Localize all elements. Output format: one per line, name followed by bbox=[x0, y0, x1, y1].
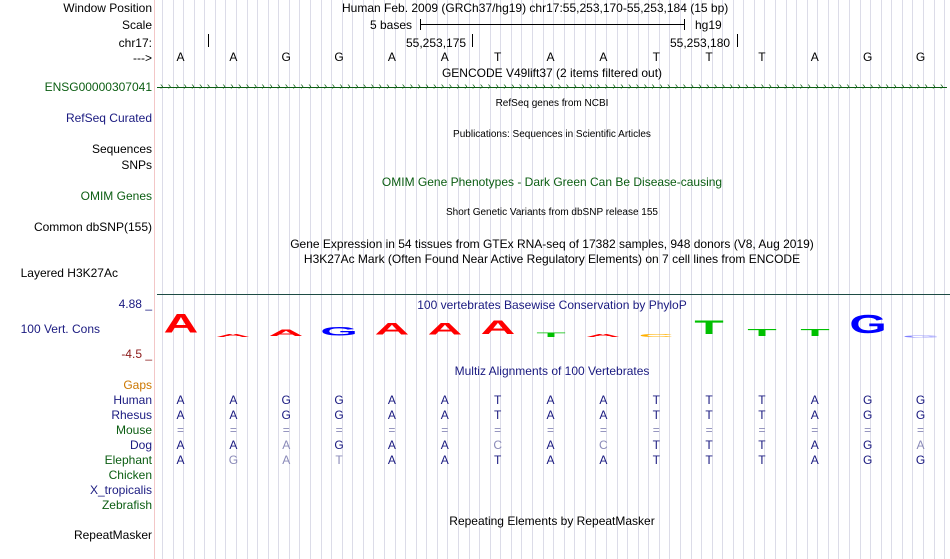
conservation-logo-letter: G bbox=[320, 325, 358, 339]
strand-arrow-icon: › bbox=[565, 81, 569, 92]
strand-arrow-icon: › bbox=[409, 81, 413, 92]
species-label[interactable]: Human bbox=[113, 393, 152, 407]
alignment-base: = bbox=[229, 423, 237, 437]
alignment-base: G bbox=[281, 408, 291, 422]
alignment-base: A bbox=[387, 438, 396, 452]
strand-arrow-icon: › bbox=[370, 81, 374, 92]
grid-line bbox=[617, 0, 618, 559]
alignment-base: T bbox=[493, 408, 502, 422]
species-label[interactable]: Elephant bbox=[104, 453, 152, 467]
strand-arrow-icon: › bbox=[456, 81, 460, 92]
strand-arrow-icon: › bbox=[378, 81, 382, 92]
alignment-base: A bbox=[916, 438, 925, 452]
strand-arrow-icon: › bbox=[799, 81, 803, 92]
alignment-base: = bbox=[758, 423, 766, 437]
alignment-base: C bbox=[599, 438, 608, 452]
window-position-label: Window Position bbox=[63, 1, 152, 15]
strand-arrow-icon: › bbox=[862, 81, 866, 92]
grid-line bbox=[828, 0, 829, 559]
grid-line bbox=[173, 0, 174, 559]
strand-arrow-icon: › bbox=[784, 81, 788, 92]
grid-line bbox=[733, 0, 734, 559]
conservation-logo-letter: T bbox=[800, 326, 830, 339]
strand-arrow-icon: › bbox=[550, 81, 554, 92]
publications-track-label[interactable]: Sequences bbox=[91, 142, 152, 156]
conservation-min-label: -4.5 _ bbox=[121, 347, 152, 361]
alignment-base: G bbox=[863, 393, 873, 407]
conservation-logo-letter: A bbox=[427, 320, 463, 339]
strand-arrow-icon: › bbox=[924, 81, 928, 92]
repeatmasker-track-label[interactable]: RepeatMasker bbox=[73, 528, 152, 542]
alignment-base: T bbox=[758, 393, 766, 407]
strand-arrow-icon: › bbox=[581, 81, 585, 92]
strand-arrow-icon: › bbox=[651, 81, 655, 92]
sequence-base: A bbox=[440, 50, 449, 64]
alignment-base: G bbox=[281, 393, 291, 407]
alignment-base: = bbox=[441, 423, 449, 437]
alignment-base: A bbox=[810, 438, 819, 452]
strand-arrow-icon: › bbox=[830, 81, 835, 92]
strand-arrow-icon: › bbox=[620, 81, 624, 92]
sequence-base: G bbox=[915, 50, 926, 64]
grid-line bbox=[912, 0, 913, 559]
strand-arrow-icon: › bbox=[729, 81, 733, 92]
strand-arrow-icon: › bbox=[542, 81, 546, 92]
strand-arrow-icon: › bbox=[323, 81, 328, 92]
strand-arrow-icon: › bbox=[838, 81, 842, 92]
ruler-position-2: 55,253,180 bbox=[670, 36, 731, 50]
species-label[interactable]: Rhesus bbox=[111, 408, 152, 422]
strand-arrow-icon: › bbox=[433, 81, 437, 92]
conservation-logo-letter: G bbox=[848, 311, 887, 340]
strand-arrow-icon: › bbox=[214, 81, 218, 92]
strand-arrow-icon: › bbox=[347, 81, 351, 92]
alignment-base: A bbox=[440, 453, 449, 467]
strand-arrow-icon: › bbox=[557, 81, 562, 92]
grid-line bbox=[321, 0, 322, 559]
alignment-base: T bbox=[652, 438, 660, 452]
conservation-logo-letter: A bbox=[163, 309, 198, 340]
grid-line bbox=[764, 0, 765, 559]
conservation-logo-letter: T bbox=[694, 317, 724, 339]
strand-arrow-icon: › bbox=[752, 81, 757, 92]
alignment-base: G bbox=[863, 438, 873, 452]
alignment-base: G bbox=[228, 453, 239, 467]
alignment-base: T bbox=[705, 453, 713, 467]
sequence-base: T bbox=[493, 50, 502, 64]
conservation-logo-letter: T bbox=[535, 331, 566, 339]
species-label[interactable]: Chicken bbox=[108, 468, 152, 482]
dbsnp-track-title[interactable]: Short Genetic Variants from dbSNP release 155 bbox=[446, 207, 658, 218]
strand-arrow-icon: › bbox=[932, 81, 936, 92]
strand-arrow-icon: › bbox=[573, 81, 577, 92]
alignment-base: G bbox=[915, 393, 926, 407]
grid-line bbox=[352, 0, 353, 559]
alignment-base: T bbox=[705, 438, 713, 452]
species-label[interactable]: Dog bbox=[129, 438, 152, 452]
strand-arrow-icon: › bbox=[269, 81, 273, 92]
alignment-base: G bbox=[334, 408, 344, 422]
grid-line bbox=[712, 0, 713, 559]
grid-line bbox=[585, 0, 586, 559]
gencode-track-title[interactable]: GENCODE V49lift37 (2 items filtered out) bbox=[441, 66, 663, 80]
grid-line bbox=[532, 0, 533, 559]
conservation-max-label: 4.88 _ bbox=[118, 297, 152, 311]
alignment-base: G bbox=[915, 453, 926, 467]
grid-line bbox=[680, 0, 681, 559]
alignment-base: = bbox=[864, 423, 872, 437]
h3k27ac-signal-baseline bbox=[157, 294, 950, 295]
strand-arrow-icon: › bbox=[394, 81, 398, 92]
strand-arrow-icon: › bbox=[659, 81, 663, 92]
conservation-logo-letter: A bbox=[268, 328, 304, 339]
strand-arrow-icon: › bbox=[495, 81, 499, 92]
alignment-base: A bbox=[546, 393, 555, 407]
scale-label: Scale bbox=[121, 18, 152, 32]
strand-arrow-icon: › bbox=[175, 81, 179, 92]
grid-line bbox=[384, 0, 385, 559]
sequence-base: T bbox=[705, 50, 713, 64]
ruler-tick bbox=[208, 34, 209, 47]
strand-arrow-icon: › bbox=[230, 81, 234, 92]
alignment-base: T bbox=[335, 453, 343, 467]
alignment-base: T bbox=[705, 393, 713, 407]
alignment-base: = bbox=[494, 423, 502, 437]
alignment-base: G bbox=[863, 453, 873, 467]
strand-arrow-icon: › bbox=[472, 81, 476, 92]
alignment-base: A bbox=[599, 393, 608, 407]
strand-arrow-icon: › bbox=[238, 81, 242, 92]
strand-arrow-icon: › bbox=[464, 81, 468, 92]
strand-arrow-icon: › bbox=[487, 81, 491, 92]
alignment-base: A bbox=[387, 408, 396, 422]
conservation-logo-letter: G bbox=[901, 334, 940, 339]
strand-arrow-icon: › bbox=[277, 81, 281, 92]
conservation-logo-letter: T bbox=[747, 326, 777, 339]
alignment-base: A bbox=[229, 393, 238, 407]
conservation-track-label[interactable]: 100 Vert. Cons bbox=[20, 322, 100, 336]
strand-arrow-icon: › bbox=[191, 81, 195, 92]
strand-arrow-icon: › bbox=[261, 81, 265, 92]
strand-arrow-icon: › bbox=[760, 81, 764, 92]
sequence-base: A bbox=[546, 50, 555, 64]
ruler-tick bbox=[737, 34, 738, 47]
strand-arrow-icon: › bbox=[667, 81, 671, 92]
strand-arrow-icon: › bbox=[479, 81, 484, 92]
strand-arrow-icon: › bbox=[901, 81, 905, 92]
strand-arrow-icon: › bbox=[674, 81, 679, 92]
strand-arrow-icon: › bbox=[331, 81, 335, 92]
strand-arrow-icon: › bbox=[167, 81, 172, 92]
conservation-logo-letter: C bbox=[638, 333, 674, 339]
strand-arrow-icon: › bbox=[292, 81, 296, 92]
grid-line bbox=[944, 0, 945, 559]
strand-arrow-icon: › bbox=[401, 81, 406, 92]
alignment-base: = bbox=[176, 423, 184, 437]
alignment-base: A bbox=[282, 453, 291, 467]
strand-arrow-icon: › bbox=[300, 81, 304, 92]
grid-line bbox=[796, 0, 797, 559]
strand-arrow-icon: › bbox=[425, 81, 429, 92]
conservation-logo-letter: A bbox=[480, 317, 515, 339]
alignment-base: G bbox=[863, 408, 873, 422]
sequence-base: A bbox=[229, 50, 238, 64]
omim-track-title[interactable]: OMIM Gene Phenotypes - Dark Green Can Be Disease-causing bbox=[381, 175, 723, 189]
label-divider bbox=[154, 0, 155, 559]
strand-arrow-icon: › bbox=[199, 81, 203, 92]
dbsnp-track-label[interactable]: Common dbSNP(155) bbox=[33, 220, 152, 234]
alignment-base: A bbox=[176, 393, 185, 407]
strand-arrow-icon: › bbox=[940, 81, 944, 92]
position-title[interactable]: Human Feb. 2009 (GRCh37/hg19) chr17:55,253,170-55,253,184 (15 bp) bbox=[342, 1, 729, 15]
alignment-base: T bbox=[493, 393, 502, 407]
alignment-base: A bbox=[546, 408, 555, 422]
strand-arrow-icon: › bbox=[698, 81, 702, 92]
strand-arrow-icon: › bbox=[737, 81, 741, 92]
alignment-base: A bbox=[282, 438, 291, 452]
strand-arrow-icon: › bbox=[635, 81, 640, 92]
alignment-base: A bbox=[810, 408, 819, 422]
strand-arrow-icon: › bbox=[362, 81, 367, 92]
strand-arrow-icon: › bbox=[869, 81, 874, 92]
grid-line bbox=[405, 0, 406, 559]
publications-track-title[interactable]: Publications: Sequences in Scientific Articles bbox=[453, 129, 651, 140]
alignment-base: G bbox=[334, 393, 344, 407]
strand-arrow-icon: › bbox=[643, 81, 647, 92]
alignment-base: T bbox=[652, 453, 660, 467]
grid-line bbox=[500, 0, 501, 559]
alignment-base: T bbox=[705, 408, 713, 422]
grid-line bbox=[289, 0, 290, 559]
alignment-base: A bbox=[440, 393, 449, 407]
sequence-base: A bbox=[810, 50, 819, 64]
conservation-logo-letter: A bbox=[374, 320, 410, 339]
strand-arrow-icon: › bbox=[604, 81, 608, 92]
alignment-base: A bbox=[387, 453, 396, 467]
species-label[interactable]: Mouse bbox=[115, 423, 152, 437]
alignment-base: A bbox=[176, 438, 185, 452]
strand-arrow-icon: › bbox=[713, 81, 718, 92]
strand-arrow-icon: › bbox=[386, 81, 390, 92]
strand-arrow-icon: › bbox=[183, 81, 187, 92]
grid-line bbox=[648, 0, 649, 559]
omim-track-label[interactable]: OMIM Genes bbox=[80, 189, 152, 203]
strand-arrow-icon: › bbox=[511, 81, 515, 92]
chromosome-label: chr17: bbox=[118, 36, 152, 50]
alignment-base: A bbox=[387, 393, 396, 407]
scale-text: 5 bases bbox=[370, 18, 413, 32]
conservation-logo-letter: A bbox=[215, 333, 251, 339]
sequence-base: T bbox=[652, 50, 660, 64]
strand-arrow-icon: › bbox=[339, 81, 343, 92]
grid-line bbox=[437, 0, 438, 559]
grid-line bbox=[891, 0, 892, 559]
alignment-base: G bbox=[915, 408, 926, 422]
strand-arrow-icon: › bbox=[448, 81, 452, 92]
scale-bar bbox=[420, 24, 685, 25]
sequence-base: A bbox=[176, 50, 185, 64]
strand-label: ---> bbox=[133, 51, 152, 65]
strand-arrow-icon: › bbox=[596, 81, 601, 92]
alignment-base: A bbox=[176, 453, 185, 467]
gtex-track-title[interactable]: Gene Expression in 54 tissues from GTEx RNA-seq of 17382 samples, 948 donors (V8, Aug 2019) bbox=[290, 237, 814, 251]
strand-arrow-icon: › bbox=[916, 81, 920, 92]
strand-arrow-icon: › bbox=[417, 81, 421, 92]
alignment-base: = bbox=[388, 423, 396, 437]
grid-line bbox=[564, 0, 565, 559]
strand-arrow-icon: › bbox=[284, 81, 289, 92]
alignment-base: = bbox=[335, 423, 343, 437]
sequence-base: T bbox=[758, 50, 766, 64]
strand-arrow-icon: › bbox=[222, 81, 226, 92]
sequence-base: G bbox=[334, 50, 344, 64]
alignment-base: = bbox=[282, 423, 290, 437]
strand-arrow-icon: › bbox=[308, 81, 312, 92]
multiz-track-title[interactable]: Multiz Alignments of 100 Vertebrates bbox=[454, 364, 650, 378]
alignment-base: T bbox=[758, 408, 766, 422]
alignment-base: A bbox=[810, 393, 819, 407]
alignment-base: T bbox=[652, 393, 660, 407]
strand-arrow-icon: › bbox=[807, 81, 811, 92]
alignment-base: = bbox=[547, 423, 555, 437]
strand-arrow-icon: › bbox=[745, 81, 749, 92]
grid-line bbox=[469, 0, 470, 559]
alignment-base: A bbox=[229, 438, 238, 452]
repeatmasker-track-title[interactable]: Repeating Elements by RepeatMasker bbox=[449, 514, 655, 528]
strand-arrow-icon: › bbox=[682, 81, 686, 92]
alignment-base: T bbox=[493, 453, 502, 467]
conservation-logo-letter: A bbox=[586, 333, 621, 339]
grid-line bbox=[204, 0, 205, 559]
strand-arrow-icon: › bbox=[503, 81, 507, 92]
alignment-base: T bbox=[758, 438, 766, 452]
strand-arrow-icon: › bbox=[440, 81, 445, 92]
strand-arrow-icon: › bbox=[893, 81, 897, 92]
alignment-base: = bbox=[811, 423, 819, 437]
strand-arrow-icon: › bbox=[854, 81, 858, 92]
alignment-base: A bbox=[599, 453, 608, 467]
snps-track-label[interactable]: SNPs bbox=[121, 158, 152, 172]
strand-arrow-icon: › bbox=[815, 81, 819, 92]
alignment-base: A bbox=[546, 438, 555, 452]
strand-arrow-icon: › bbox=[846, 81, 850, 92]
refseq-track-title[interactable]: RefSeq genes from NCBI bbox=[495, 98, 609, 109]
alignment-base: A bbox=[440, 438, 449, 452]
strand-arrow-icon: › bbox=[612, 81, 616, 92]
strand-arrow-icon: › bbox=[706, 81, 710, 92]
strand-arrow-icon: › bbox=[355, 81, 359, 92]
strand-arrow-icon: › bbox=[877, 81, 881, 92]
assembly-label: hg19 bbox=[695, 18, 722, 32]
sequence-base: G bbox=[281, 50, 291, 64]
h3k27ac-track-title[interactable]: H3K27Ac Mark (Often Found Near Active Regulatory Elements) on 7 cell lines from ENCODE bbox=[303, 252, 801, 266]
strand-arrow-icon: › bbox=[776, 81, 780, 92]
alignment-base: A bbox=[176, 408, 185, 422]
grid-line bbox=[236, 0, 237, 559]
alignment-base: T bbox=[758, 453, 766, 467]
strand-arrow-icon: › bbox=[206, 81, 211, 92]
conservation-track-title[interactable]: 100 vertebrates Basewise Conservation by PhyloP bbox=[417, 298, 687, 312]
alignment-base: = bbox=[917, 423, 925, 437]
alignment-base: C bbox=[493, 438, 502, 452]
alignment-base: A bbox=[810, 453, 819, 467]
alignment-base: A bbox=[599, 408, 608, 422]
strand-arrow-icon: › bbox=[823, 81, 827, 92]
strand-arrow-icon: › bbox=[628, 81, 632, 92]
alignment-base: = bbox=[599, 423, 607, 437]
h3k27ac-track-label[interactable]: Layered H3K27Ac bbox=[20, 266, 118, 280]
sequence-base: G bbox=[863, 50, 873, 64]
alignment-base: A bbox=[229, 408, 238, 422]
grid-line bbox=[860, 0, 861, 559]
strand-arrow-icon: › bbox=[316, 81, 320, 92]
strand-arrow-icon: › bbox=[253, 81, 257, 92]
gaps-label: Gaps bbox=[123, 378, 152, 392]
strand-arrow-icon: › bbox=[721, 81, 725, 92]
species-label[interactable]: Zebrafish bbox=[101, 498, 152, 512]
strand-arrow-icon: › bbox=[589, 81, 593, 92]
alignment-base: = bbox=[652, 423, 660, 437]
sequence-base: A bbox=[387, 50, 396, 64]
sequence-base: A bbox=[599, 50, 608, 64]
strand-arrow-icon: › bbox=[160, 81, 164, 92]
alignment-base: G bbox=[334, 438, 344, 452]
strand-arrow-icon: › bbox=[908, 81, 913, 92]
grid-line bbox=[257, 0, 258, 559]
strand-arrow-icon: › bbox=[690, 81, 694, 92]
strand-arrow-icon: › bbox=[885, 81, 889, 92]
strand-arrow-icon: › bbox=[245, 81, 250, 92]
strand-arrow-icon: › bbox=[791, 81, 796, 92]
gencode-gene-label[interactable]: ENSG00000307041 bbox=[44, 80, 152, 94]
ruler-tick bbox=[472, 34, 473, 47]
strand-arrow-icon: › bbox=[518, 81, 523, 92]
refseq-track-label[interactable]: RefSeq Curated bbox=[65, 111, 152, 125]
alignment-base: A bbox=[546, 453, 555, 467]
species-label[interactable]: X_tropicalis bbox=[89, 483, 152, 497]
strand-arrow-icon: › bbox=[526, 81, 530, 92]
ruler-position-1: 55,253,175 bbox=[406, 36, 467, 50]
alignment-base: A bbox=[440, 408, 449, 422]
alignment-base: = bbox=[705, 423, 713, 437]
alignment-base: T bbox=[652, 408, 660, 422]
strand-arrow-icon: › bbox=[534, 81, 538, 92]
strand-arrow-icon: › bbox=[768, 81, 772, 92]
